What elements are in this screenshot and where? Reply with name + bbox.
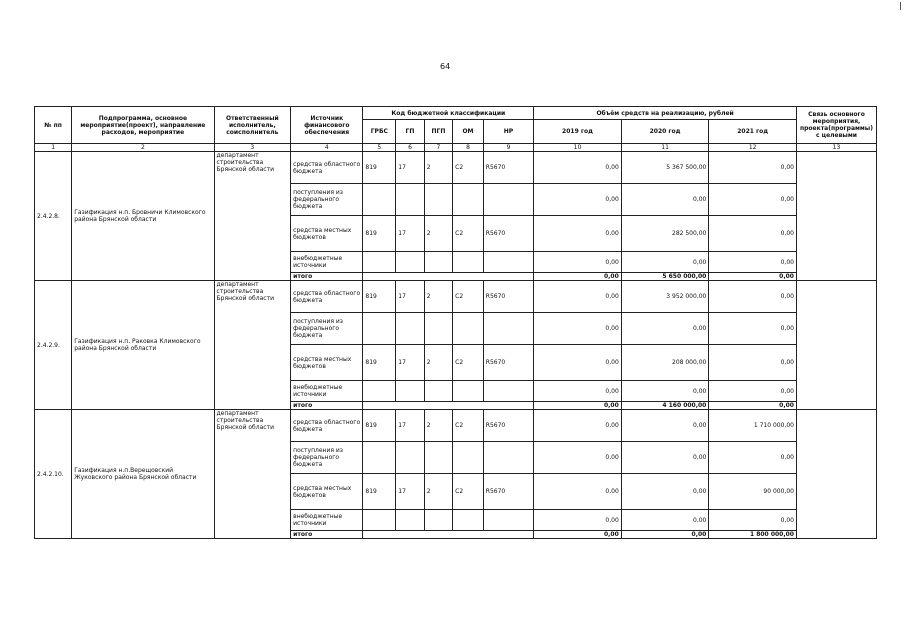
om-cell — [453, 381, 484, 402]
item-executor: департамент строительства Брянской области — [214, 152, 291, 281]
amount-2021: 0,00 — [709, 442, 797, 474]
total-label: итого — [291, 402, 363, 410]
gp-cell — [396, 381, 424, 402]
om-cell: С2 — [453, 152, 484, 184]
item-name: Газификация н.п. Раковка Климовского района Брянской области — [72, 281, 214, 410]
source-cell: внебюджетные источники — [291, 252, 363, 273]
index-cell: 10 — [534, 144, 622, 152]
total-label: итого — [291, 531, 363, 539]
index-cell: 6 — [396, 144, 424, 152]
nr-cell — [483, 510, 533, 531]
amount-2019: 0,00 — [534, 216, 622, 252]
total-2020: 4 160 000,00 — [621, 402, 709, 410]
pgp-cell — [424, 313, 452, 345]
amount-2020: 5 367 500,00 — [621, 152, 709, 184]
amount-2020: 0,00 — [621, 381, 709, 402]
om-cell — [453, 313, 484, 345]
nr-cell: R5670 — [483, 281, 533, 313]
index-cell: 11 — [621, 144, 709, 152]
amount-2021: 0,00 — [709, 313, 797, 345]
table-header — [35, 107, 877, 152]
grbs-cell — [363, 381, 396, 402]
scan-edge-mark — [900, 2, 901, 10]
header-2021: 2021 год — [709, 120, 797, 144]
amount-2020: 0,00 — [621, 252, 709, 273]
om-cell: С2 — [453, 281, 484, 313]
source-cell: средства местных бюджетов — [291, 216, 363, 252]
nr-cell: R5670 — [483, 345, 533, 381]
source-cell: средства областного бюджета — [291, 281, 363, 313]
amount-2020: 208 000,00 — [621, 345, 709, 381]
pgp-cell — [424, 381, 452, 402]
total-code-empty — [363, 273, 534, 281]
om-cell — [453, 442, 484, 474]
total-2021: 1 800 000,00 — [709, 531, 797, 539]
source-cell: поступления из федерального бюджета — [291, 442, 363, 474]
total-code-empty — [363, 402, 534, 410]
table-row — [35, 152, 877, 184]
amount-2019: 0,00 — [534, 410, 622, 442]
header-col-number: № пп — [35, 107, 72, 144]
amount-2019: 0,00 — [534, 252, 622, 273]
header-grbs: ГРБС — [363, 120, 396, 144]
link-cell — [796, 281, 876, 410]
index-cell: 2 — [72, 144, 214, 152]
amount-2021: 0,00 — [709, 152, 797, 184]
om-cell — [453, 510, 484, 531]
grbs-cell: 819 — [363, 345, 396, 381]
source-cell: средства местных бюджетов — [291, 345, 363, 381]
header-gp: ГП — [396, 120, 424, 144]
om-cell — [453, 252, 484, 273]
amount-2019: 0,00 — [534, 184, 622, 216]
pgp-cell: 2 — [424, 281, 452, 313]
grbs-cell: 819 — [363, 216, 396, 252]
amount-2020: 0,00 — [621, 184, 709, 216]
source-cell: средства областного бюджета — [291, 410, 363, 442]
pgp-cell — [424, 510, 452, 531]
source-cell: внебюджетные источники — [291, 510, 363, 531]
grbs-cell — [363, 252, 396, 273]
nr-cell — [483, 313, 533, 345]
nr-cell — [483, 442, 533, 474]
grbs-cell: 819 — [363, 152, 396, 184]
gp-cell — [396, 510, 424, 531]
source-cell: поступления из федерального бюджета — [291, 313, 363, 345]
pgp-cell: 2 — [424, 216, 452, 252]
header-2019: 2019 год — [534, 120, 622, 144]
index-cell: 1 — [35, 144, 72, 152]
amount-2019: 0,00 — [534, 345, 622, 381]
amount-2019: 0,00 — [534, 281, 622, 313]
item-executor: департамент строительства Брянской области — [214, 281, 291, 410]
table-row — [35, 410, 877, 442]
gp-cell: 17 — [396, 216, 424, 252]
amount-2021: 90 000,00 — [709, 474, 797, 510]
header-col-link: Связь основного мероприятия, проекта(программы) с целевыми — [796, 107, 876, 144]
om-cell: С2 — [453, 216, 484, 252]
amount-2021: 0,00 — [709, 345, 797, 381]
gp-cell: 17 — [396, 345, 424, 381]
index-cell: 5 — [363, 144, 396, 152]
header-nr: НР — [483, 120, 533, 144]
total-2020: 0,00 — [621, 531, 709, 539]
index-cell: 13 — [796, 144, 876, 152]
amount-2021: 0,00 — [709, 252, 797, 273]
item-name: Газификация н.п.Верещовский Жуковского района Брянской области — [72, 410, 214, 539]
om-cell: С2 — [453, 410, 484, 442]
amount-2021: 0,00 — [709, 510, 797, 531]
item-name: Газификация н.п. Бровничи Климовского района Брянской области — [72, 152, 214, 281]
amount-2021: 0,00 — [709, 281, 797, 313]
pgp-cell — [424, 252, 452, 273]
amount-2021: 0,00 — [709, 216, 797, 252]
nr-cell: R5670 — [483, 410, 533, 442]
pgp-cell: 2 — [424, 474, 452, 510]
header-2020: 2020 год — [621, 120, 709, 144]
amount-2019: 0,00 — [534, 152, 622, 184]
source-cell: поступления из федерального бюджета — [291, 184, 363, 216]
pgp-cell: 2 — [424, 345, 452, 381]
pgp-cell: 2 — [424, 152, 452, 184]
gp-cell: 17 — [396, 410, 424, 442]
total-2020: 5 650 000,00 — [621, 273, 709, 281]
om-cell: С2 — [453, 474, 484, 510]
gp-cell — [396, 252, 424, 273]
index-cell: 9 — [483, 144, 533, 152]
om-cell — [453, 184, 484, 216]
total-2021: 0,00 — [709, 402, 797, 410]
header-col-executor: Ответственный исполнитель, соисполнитель — [214, 107, 291, 144]
item-number: 2.4.2.8. — [35, 152, 72, 281]
nr-cell — [483, 184, 533, 216]
item-number: 2.4.2.10. — [35, 410, 72, 539]
page-number: 64 — [440, 62, 451, 71]
index-cell: 3 — [214, 144, 291, 152]
amount-2019: 0,00 — [534, 381, 622, 402]
budget-table — [34, 106, 877, 539]
item-number: 2.4.2.9. — [35, 281, 72, 410]
amount-2020: 0,00 — [621, 410, 709, 442]
column-index-row — [35, 144, 877, 152]
index-cell: 8 — [453, 144, 484, 152]
grbs-cell — [363, 442, 396, 474]
total-code-empty — [363, 531, 534, 539]
gp-cell: 17 — [396, 474, 424, 510]
amount-2019: 0,00 — [534, 510, 622, 531]
table-body — [35, 152, 877, 539]
nr-cell — [483, 252, 533, 273]
header-group-code: Код бюджетной классификации — [363, 107, 534, 120]
pgp-cell — [424, 184, 452, 216]
nr-cell: R5670 — [483, 474, 533, 510]
total-2021: 0,00 — [709, 273, 797, 281]
amount-2019: 0,00 — [534, 442, 622, 474]
amount-2019: 0,00 — [534, 474, 622, 510]
total-2019: 0,00 — [534, 273, 622, 281]
link-cell — [796, 152, 876, 281]
grbs-cell: 819 — [363, 281, 396, 313]
grbs-cell: 819 — [363, 474, 396, 510]
grbs-cell — [363, 184, 396, 216]
amount-2020: 0,00 — [621, 442, 709, 474]
total-label: итого — [291, 273, 363, 281]
amount-2020: 0,00 — [621, 510, 709, 531]
header-pgp: ПГП — [424, 120, 452, 144]
link-cell — [796, 410, 876, 539]
grbs-cell — [363, 313, 396, 345]
index-cell: 7 — [424, 144, 452, 152]
header-om: ОМ — [453, 120, 484, 144]
source-cell: средства областного бюджета — [291, 152, 363, 184]
amount-2021: 0,00 — [709, 184, 797, 216]
amount-2020: 0,00 — [621, 313, 709, 345]
amount-2020: 0,00 — [621, 474, 709, 510]
nr-cell: R5670 — [483, 216, 533, 252]
index-cell: 12 — [709, 144, 797, 152]
total-2019: 0,00 — [534, 402, 622, 410]
gp-cell — [396, 442, 424, 474]
gp-cell — [396, 313, 424, 345]
header-col-source: Источник финансового обеспечения — [291, 107, 363, 144]
gp-cell — [396, 184, 424, 216]
header-group-volume: Объём средств на реализацию, рублей — [534, 107, 797, 120]
index-cell: 4 — [291, 144, 363, 152]
source-cell: внебюджетные источники — [291, 381, 363, 402]
gp-cell: 17 — [396, 281, 424, 313]
pgp-cell — [424, 442, 452, 474]
grbs-cell: 819 — [363, 410, 396, 442]
om-cell: С2 — [453, 345, 484, 381]
amount-2021: 1 710 000,00 — [709, 410, 797, 442]
header-col-program: Подпрограмма, основное мероприятие(проект), направление расходов, мероприятие — [72, 107, 214, 144]
gp-cell: 17 — [396, 152, 424, 184]
amount-2019: 0,00 — [534, 313, 622, 345]
amount-2020: 3 952 000,00 — [621, 281, 709, 313]
amount-2021: 0,00 — [709, 381, 797, 402]
source-cell: средства местных бюджетов — [291, 474, 363, 510]
item-executor: департамент строительства Брянской области — [214, 410, 291, 539]
amount-2020: 282 500,00 — [621, 216, 709, 252]
nr-cell: R5670 — [483, 152, 533, 184]
nr-cell — [483, 381, 533, 402]
total-2019: 0,00 — [534, 531, 622, 539]
grbs-cell — [363, 510, 396, 531]
table-row — [35, 281, 877, 313]
pgp-cell: 2 — [424, 410, 452, 442]
